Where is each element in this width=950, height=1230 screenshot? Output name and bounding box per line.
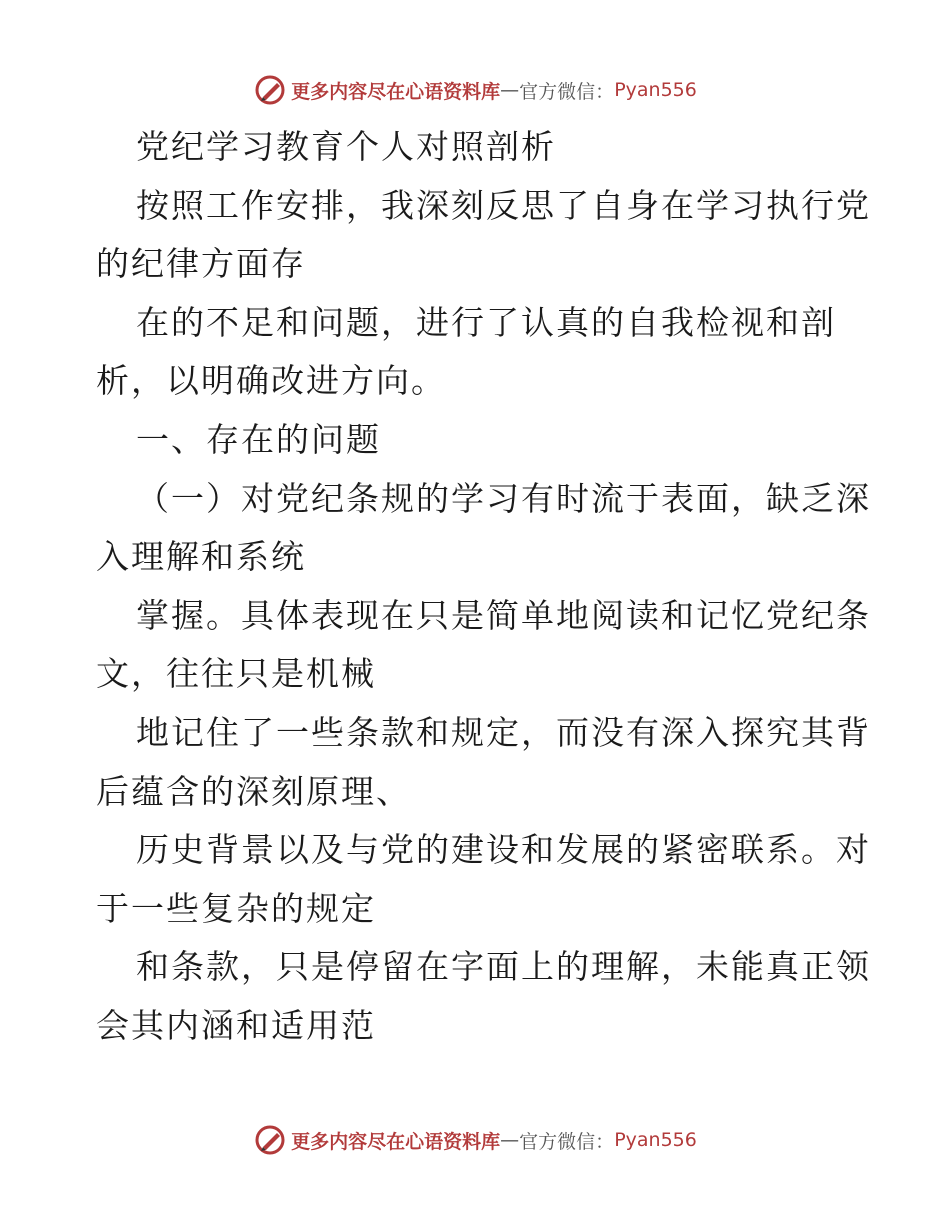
text-line: 的纪律方面存 xyxy=(96,244,306,284)
banner-label: 官方微信： xyxy=(519,1130,615,1153)
text-line: 一、存在的问题 xyxy=(136,419,381,459)
pen-circle-icon xyxy=(253,73,287,107)
text-line: 和条款，只是停留在字面上的理解，未能真正领 xyxy=(136,947,871,987)
text-line: 后蕴含的深刻原理、 xyxy=(96,771,411,811)
text-line: 会其内涵和适用范 xyxy=(96,1005,376,1045)
text-line: （一）对党纪条规的学习有时流于表面，缺乏深 xyxy=(136,478,871,518)
pen-circle-icon xyxy=(253,1123,287,1157)
text-line: 析，以明确改进方向。 xyxy=(96,361,446,401)
banner-wechat-id: Pyan556 xyxy=(614,79,697,101)
text-line: 历史背景以及与党的建设和发展的紧密联系。对 xyxy=(136,830,871,870)
footer-banner xyxy=(0,1120,950,1160)
header-banner xyxy=(0,70,950,110)
banner-main-text: 更多内容尽在心语资料库 xyxy=(291,1130,501,1153)
text-line: 掌握。具体表现在只是简单地阅读和记忆党纪条 xyxy=(136,595,871,635)
document-body xyxy=(96,118,871,1056)
text-line: 按照工作安排，我深刻反思了自身在学习执行党 xyxy=(136,185,871,225)
text-line: 地记住了一些条款和规定，而没有深入探究其背 xyxy=(136,712,871,752)
banner-label: 官方微信： xyxy=(519,80,615,103)
text-line: 党纪学习教育个人对照剖析 xyxy=(136,127,556,166)
banner-separator: — xyxy=(500,1129,520,1151)
text-line: 在的不足和问题，进行了认真的自我检视和剖 xyxy=(136,302,836,342)
banner-separator: — xyxy=(500,79,520,101)
text-line: 文，往往只是机械 xyxy=(96,654,376,694)
text-line: 于一些复杂的规定 xyxy=(96,888,376,928)
text-line: 入理解和系统 xyxy=(96,537,306,577)
banner-main-text: 更多内容尽在心语资料库 xyxy=(291,80,501,103)
banner-wechat-id: Pyan556 xyxy=(614,1129,697,1151)
